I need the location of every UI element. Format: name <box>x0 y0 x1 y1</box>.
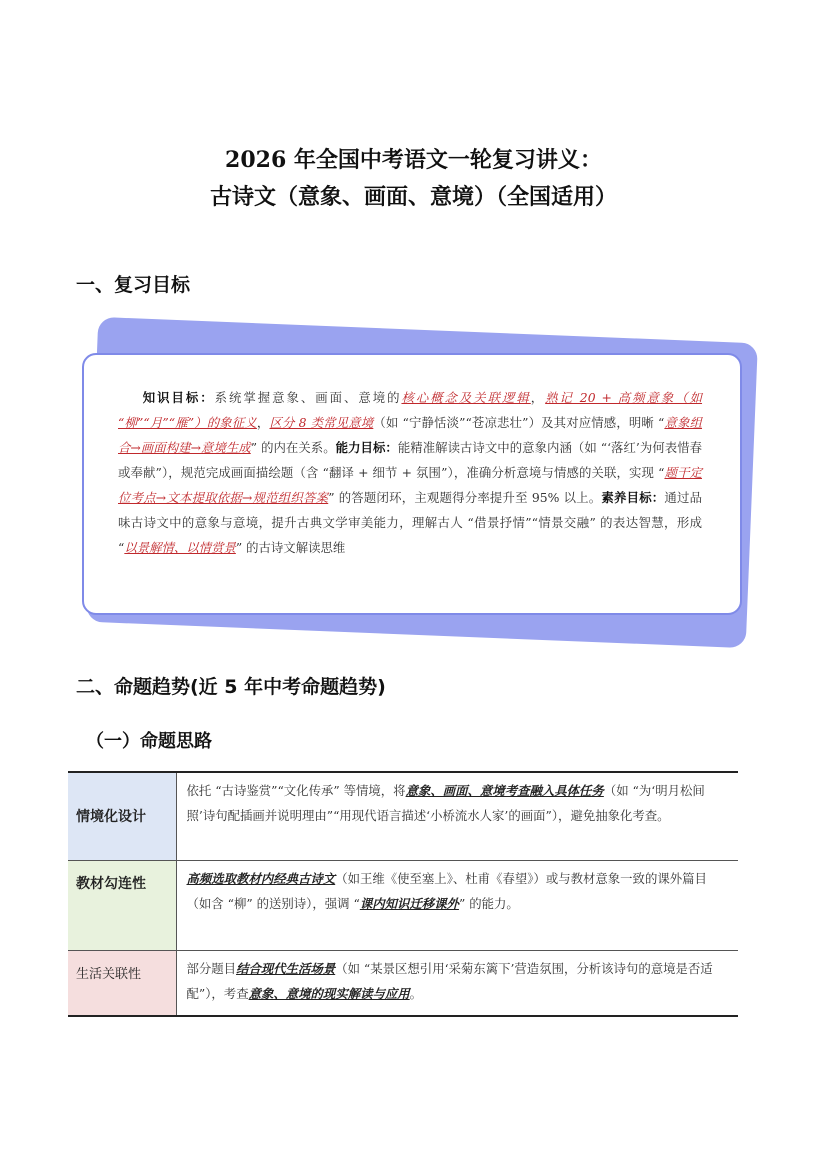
proposition-table <box>68 771 738 1017</box>
goal-text: ， <box>530 390 546 405</box>
table-row <box>68 950 738 1016</box>
emphasis-text: 意象、意境的现实解读与应用 <box>248 985 410 1001</box>
highlight-text: 核心概念及关联逻辑 <box>401 390 531 405</box>
goal-text: 能精准解读古诗文中的意象内涵（如 “‘落红’为何表惜春或奉献”），规范完成画面描绘题（含 “翻译 + 细节 + 氛围”），准确分析意境与情感的关联，实现 “ <box>118 440 703 480</box>
row-content <box>176 860 738 950</box>
table-row <box>68 772 738 860</box>
section1-heading: 一、复习目标 <box>76 274 191 296</box>
emphasis-text: 意象、画面、意境考查融入具体任务 <box>405 783 604 798</box>
highlight-text: 题干定位考点→文本提取依据→规范组织答案 <box>118 465 702 505</box>
goal-text: ” 的古诗文解读思维 <box>235 540 346 555</box>
emphasis-text: 课内知识迁移课外 <box>359 895 459 911</box>
goal-text: 通过品味古诗文中的意象与意境，提升古典文学审美能力，理解古人 “借景抒情”“情景交融” 的表达智慧，形成 “ <box>118 490 703 555</box>
document-title-line1: 2026 年全国中考语文一轮复习讲义： <box>225 147 602 173</box>
cell-text: ” 的能力。 <box>458 895 519 911</box>
highlight-text: 以景解情、以情赏景 <box>124 540 236 555</box>
table-row <box>68 860 738 950</box>
cell-text: （如 “某景区想引用‘采菊东篱下’营造氛围，分析该诗句的意境是否适配”），考查 <box>186 960 713 1001</box>
row-content <box>176 950 738 1016</box>
goal-text: ” 的内在关系。 <box>250 440 336 455</box>
emphasis-text: 结合现代生活场景 <box>236 960 336 976</box>
highlight-text: 熟记 20 + 高频意象（如 “柳”“月”“雁”）的象征义 <box>118 390 703 430</box>
ability-goal-label: 能力目标： <box>335 440 398 455</box>
cell-text: （如王维《使至塞上》、杜甫《春望》）或与教材意象一致的课外篇目（如含 “柳” 的送别诗），强调 “ <box>186 870 707 911</box>
cell-text: 。 <box>409 985 423 1001</box>
knowledge-goal-label: 知识目标： <box>142 390 215 405</box>
goals-card <box>82 353 742 615</box>
goal-text: ” 的答题闭环，主观题得分率提升至 95% 以上。 <box>328 490 602 505</box>
document-title-line2: 古诗文（意象、画面、意境）（全国适用） <box>209 184 617 210</box>
literacy-goal-label: 素养目标： <box>601 490 665 505</box>
cell-text: 依托 “古诗鉴赏”“文化传承” 等情境，将 <box>186 783 406 798</box>
highlight-text: 区分 8 类常见意境 <box>269 415 374 430</box>
goal-text: 系统掌握意象、画面、意境的 <box>214 390 402 405</box>
subsection-heading: （一）命题思路 <box>86 731 212 752</box>
row-content <box>176 772 738 860</box>
goal-text: （如 “宁静恬淡”“苍凉悲壮”）及其对应情感，明晰 “ <box>373 415 665 430</box>
goal-text: ， <box>256 415 270 430</box>
goals-text <box>118 385 702 560</box>
highlight-text: 意象组合→画面构建→意境生成 <box>118 415 703 455</box>
row-label: 情境化设计 <box>68 772 176 860</box>
cell-text: 部分题目 <box>186 960 237 976</box>
row-label: 教材勾连性 <box>68 860 176 950</box>
row-label: 生活关联性 <box>68 950 176 1016</box>
emphasis-text: 高频选取教材内经典古诗文 <box>186 870 336 886</box>
cell-text: （如 “为‘明月松间照’诗句配插画并说明理由”“用现代语言描述‘小桥流水人家’的画面”），避免抽象化考查。 <box>186 783 705 823</box>
section2-heading: 二、命题趋势(近 5 年中考命题趋势) <box>76 676 386 698</box>
